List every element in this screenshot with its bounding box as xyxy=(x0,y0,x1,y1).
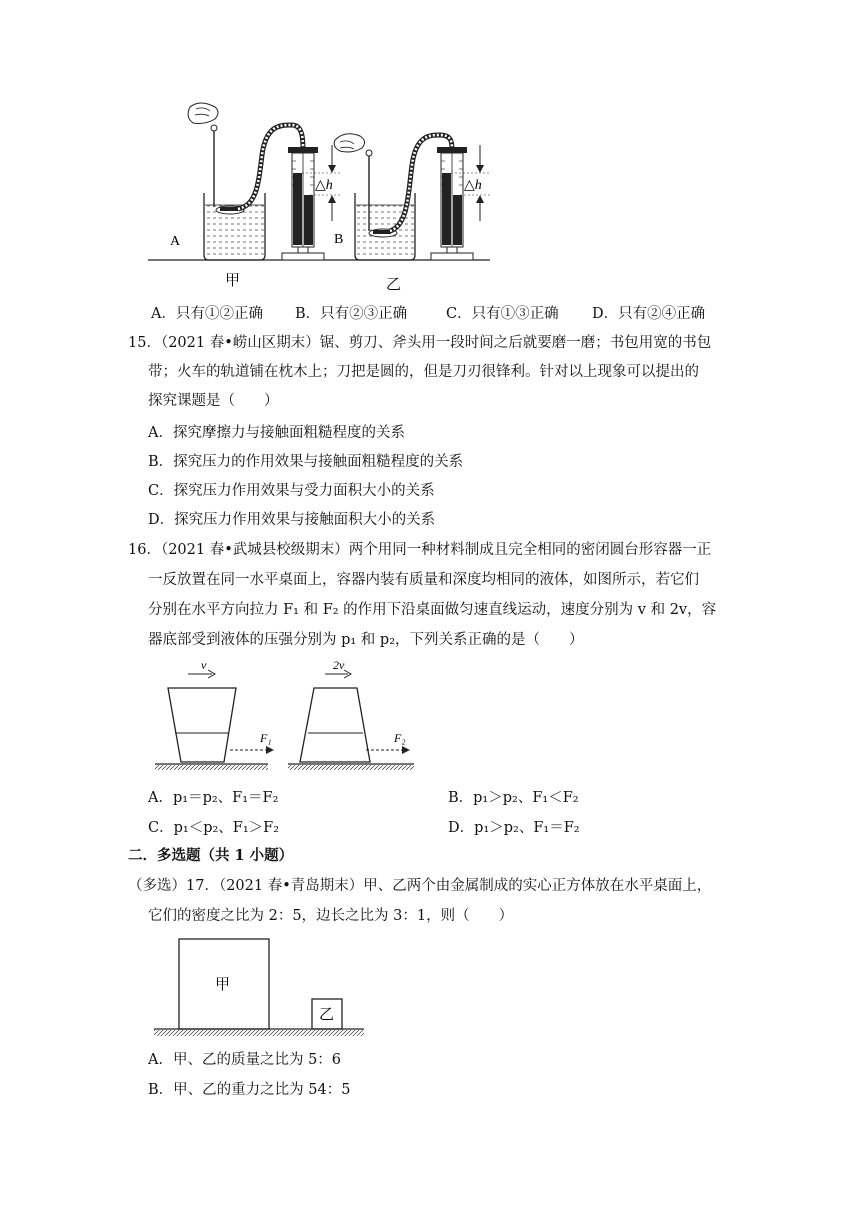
q14-option-b: B．只有②③正确 xyxy=(295,306,408,322)
caption-right: 乙 xyxy=(386,277,402,293)
q16-option-b: B．p₁＞p₂、F₁＜F₂ xyxy=(448,790,579,806)
q17-stem-line-2: 它们的密度之比为 2：5，边长之比为 3：1，则（ ） xyxy=(148,908,514,924)
q15-stem-line-1: 15．（2021 春•崂山区期末）锯、剪刀、斧头用一段时间之后就要磨一磨；书包用宽的书包 xyxy=(128,335,712,351)
q16-stem-line-3: 分别在水平方向拉力 F₁ 和 F₂ 的作用下沿桌面做匀速直线运动，速度分别为 v 和 2v，容 xyxy=(148,602,717,618)
delta-h-label-right: △h xyxy=(464,178,482,193)
setup-left xyxy=(170,103,340,260)
q15-option-d: D．探究压力作用效果与接触面积大小的关系 xyxy=(148,512,436,528)
delta-h-label-left: △h xyxy=(315,178,333,193)
setup-right xyxy=(334,134,490,260)
velocity-v-label: v xyxy=(201,658,207,672)
q15-option-c: C．探究压力作用效果与受力面积大小的关系 xyxy=(148,483,435,499)
q15-stem-line-3: 探究课题是（ ） xyxy=(148,393,279,409)
force-f1-label: F₁ xyxy=(260,731,272,745)
q17-stem-line-1: （多选）17．（2021 春•青岛期末）甲、乙两个由金属制成的实心正方体放在水平桌面上， xyxy=(128,878,712,894)
cube-yi-label: 乙 xyxy=(319,1007,335,1023)
frustum-containers-figure xyxy=(150,658,420,776)
q16-option-a: A．p₁＝p₂、F₁＝F₂ xyxy=(148,790,279,806)
q16-stem-line-2: 一反放置在同一水平桌面上，容器内装有质量和深度均相同的液体，如图所示，若它们 xyxy=(148,572,699,588)
velocity-2v-label: 2v xyxy=(333,658,345,672)
q17-option-a: A．甲、乙的质量之比为 5：6 xyxy=(148,1052,342,1068)
pressure-gauge-figure xyxy=(140,95,500,300)
q15-option-a: A．探究摩擦力与接触面粗糙程度的关系 xyxy=(148,425,405,441)
q14-option-c: C．只有①③正确 xyxy=(446,306,559,322)
label-b: B xyxy=(334,232,344,247)
q15-stem-line-2: 带；火车的轨道铺在枕木上；刀把是圆的，但是刀刃很锋利。针对以上现象可以提出的 xyxy=(148,364,699,380)
q16-option-c: C．p₁＜p₂、F₁＞F₂ xyxy=(148,820,280,836)
q17-option-b: B．甲、乙的重力之比为 54：5 xyxy=(148,1082,351,1098)
q16-stem-line-1: 16．（2021 春•武城县校级期末）两个用同一种材料制成且完全相同的密闭圆台形容器一正 xyxy=(128,542,712,558)
cube-jia-label: 甲 xyxy=(215,977,231,993)
label-a: A xyxy=(170,234,181,249)
q16-option-d: D．p₁＞p₂、F₁＝F₂ xyxy=(448,820,580,836)
q16-stem-line-4: 器底部受到液体的压强分别为 p₁ 和 p₂，下列关系正确的是（ ） xyxy=(148,632,584,648)
force-f2-label: F₂ xyxy=(394,731,406,745)
section-2-heading: 二．多选题（共 1 小题） xyxy=(128,847,294,864)
q15-option-b: B．探究压力的作用效果与接触面粗糙程度的关系 xyxy=(148,454,464,470)
q14-option-a: A．只有①②正确 xyxy=(151,306,263,322)
q14-option-d: D．只有②④正确 xyxy=(592,306,706,322)
container-2 xyxy=(288,658,414,770)
cubes-figure xyxy=(150,935,370,1041)
container-1 xyxy=(155,658,274,770)
caption-left: 甲 xyxy=(225,273,241,289)
